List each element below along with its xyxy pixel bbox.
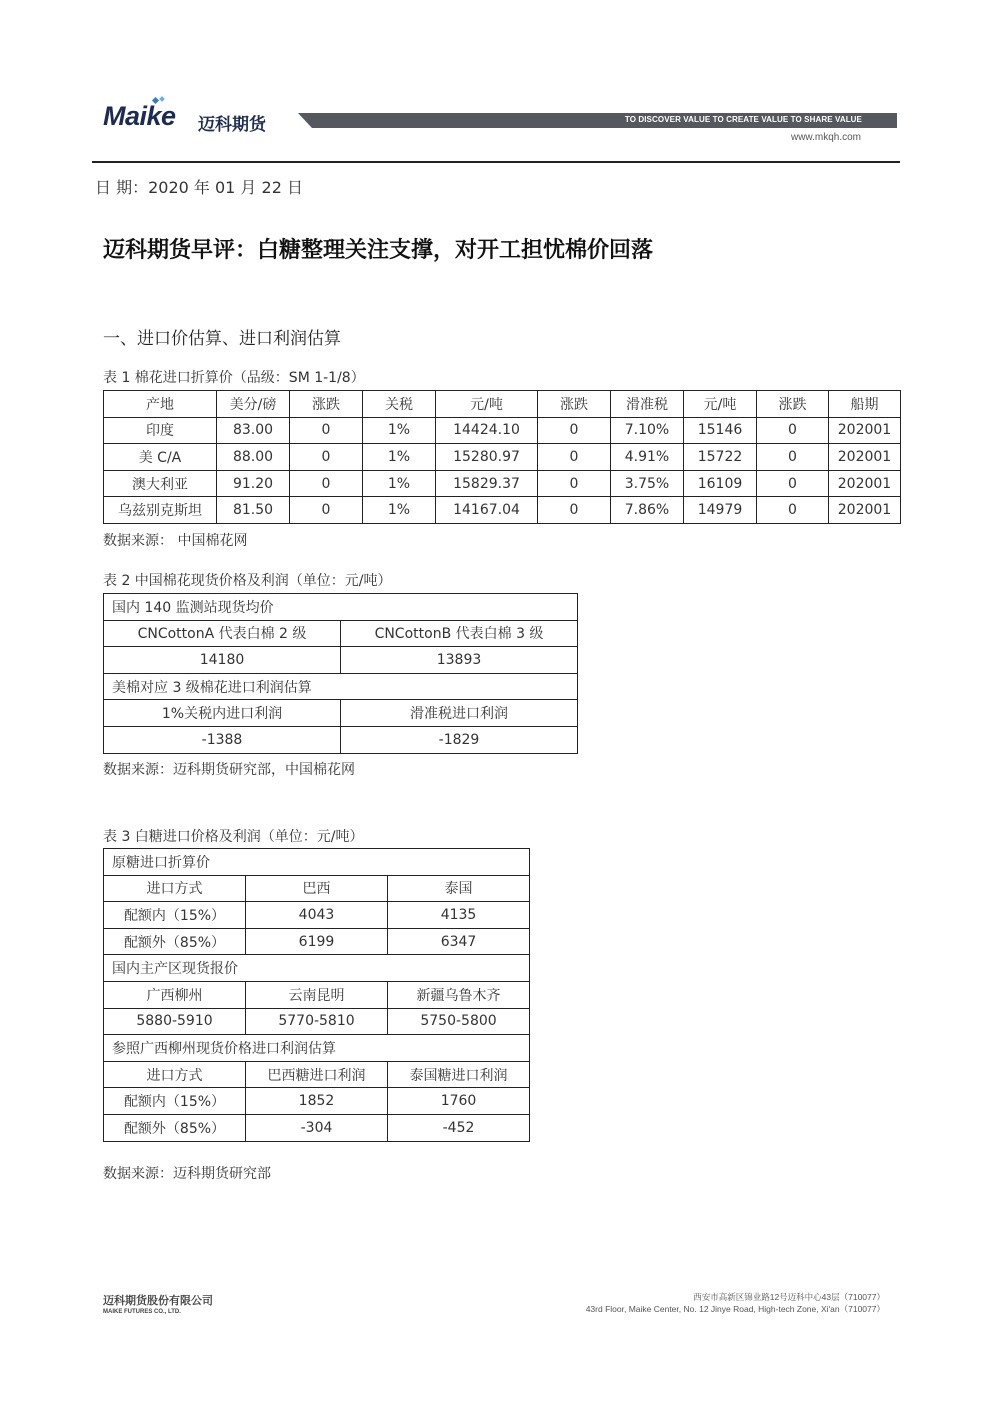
table1-source: 数据来源： 中国棉花网	[103, 533, 248, 549]
website-url: www.mkqh.com	[790, 132, 861, 143]
table-cell: -1829	[341, 726, 578, 753]
header-cell: 泰国糖进口利润	[388, 1061, 530, 1088]
table-cell: 澳大利亚	[104, 470, 217, 497]
table-row	[104, 928, 530, 955]
header-cell: CNCottonB 代表白棉 3 级	[341, 620, 578, 647]
table-cell: 4135	[388, 902, 530, 929]
table3-caption: 表 3 白糖进口价格及利润（单位：元/吨）	[103, 829, 364, 845]
table-cell: 配额内（15%）	[104, 1088, 246, 1115]
sugar-import-price-table	[103, 848, 530, 1142]
header-cell: 元/吨	[684, 391, 757, 418]
table2-source: 数据来源：迈科期货研究部，中国棉花网	[103, 762, 355, 778]
table-cell: -1388	[104, 726, 341, 753]
table2-caption: 表 2 中国棉花现货价格及利润（单位：元/吨）	[103, 573, 392, 589]
table-cell: 202001	[829, 497, 901, 524]
table-cell: 0	[757, 417, 829, 444]
table-cell: 15722	[684, 444, 757, 471]
table-cell: 乌兹别克斯坦	[104, 497, 217, 524]
table-cell: 3.75%	[611, 470, 684, 497]
table-cell: 0	[757, 470, 829, 497]
table-cell: 81.50	[217, 497, 290, 524]
table-cell: 0	[757, 444, 829, 471]
cotton-spot-profit-table	[103, 593, 578, 754]
table-cell: 6199	[246, 928, 388, 955]
table-cell: 配额外（85%）	[104, 1114, 246, 1141]
table-cell: 0	[538, 470, 611, 497]
table-cell: 1852	[246, 1088, 388, 1115]
table-cell: 14424.10	[436, 417, 538, 444]
table-cell: 配额内（15%）	[104, 902, 246, 929]
table-cell: 1%	[363, 497, 436, 524]
table-row	[104, 726, 578, 753]
header-cell: 1%关税内进口利润	[104, 700, 341, 727]
section-heading: 一、进口价估算、进口利润估算	[103, 329, 341, 349]
header-cell: 产地	[104, 391, 217, 418]
logo-chinese-name: 迈科期货	[198, 115, 266, 135]
table-cell: 91.20	[217, 470, 290, 497]
table-cell: 1%	[363, 417, 436, 444]
table-cell: 15146	[684, 417, 757, 444]
table-cell: -452	[388, 1114, 530, 1141]
table-header-row	[104, 700, 578, 727]
header-cell: 滑准税进口利润	[341, 700, 578, 727]
header-cell: 广西柳州	[104, 981, 246, 1008]
table-cell: 202001	[829, 417, 901, 444]
table-row	[104, 902, 530, 929]
footer-company	[103, 1292, 213, 1315]
table-row	[104, 470, 901, 497]
section-title-cell: 国内主产区现货报价	[104, 955, 530, 982]
company-logo	[103, 103, 283, 135]
header-cell: 美分/磅	[217, 391, 290, 418]
footer-company-cn: 迈科期货股份有限公司	[103, 1294, 213, 1307]
table1-caption: 表 1 棉花进口折算价（品级：SM 1-1/8）	[103, 370, 365, 386]
table-cell: 4043	[246, 902, 388, 929]
table-cell: 14167.04	[436, 497, 538, 524]
table-cell: 1%	[363, 470, 436, 497]
table-cell: 0	[538, 497, 611, 524]
table-cell: 202001	[829, 444, 901, 471]
report-date: 日 期：2020 年 01 月 22 日	[95, 178, 303, 197]
table-section-row	[104, 849, 530, 876]
table-cell: 0	[538, 444, 611, 471]
header-cell: 涨跌	[757, 391, 829, 418]
table-cell: 14180	[104, 647, 341, 674]
header-cell: 关税	[363, 391, 436, 418]
table-cell: 0	[757, 497, 829, 524]
footer-company-en: MAIKE FUTURES CO., LTD.	[103, 1309, 181, 1315]
table-cell: 88.00	[217, 444, 290, 471]
header-cell: 船期	[829, 391, 901, 418]
table-cell: 202001	[829, 470, 901, 497]
table-cell: 83.00	[217, 417, 290, 444]
table-cell: 配额外（85%）	[104, 928, 246, 955]
table-row	[104, 647, 578, 674]
section-title-cell: 参照广西柳州现货价格进口利润估算	[104, 1035, 530, 1062]
table-row	[104, 1088, 530, 1115]
header-cell: 进口方式	[104, 1061, 246, 1088]
table-header-row	[104, 875, 530, 902]
header-cell: 新疆乌鲁木齐	[388, 981, 530, 1008]
table-cell: 0	[290, 497, 363, 524]
header-divider	[92, 161, 900, 163]
header-cell: 进口方式	[104, 875, 246, 902]
table-cell: 1%	[363, 444, 436, 471]
table-cell: 4.91%	[611, 444, 684, 471]
table-cell: 15829.37	[436, 470, 538, 497]
table-cell: 5880-5910	[104, 1008, 246, 1035]
table-row	[104, 497, 901, 524]
table-cell: 0	[290, 417, 363, 444]
table-cell: 15280.97	[436, 444, 538, 471]
table-header-row	[104, 1061, 530, 1088]
table-cell: 美 C/A	[104, 444, 217, 471]
table-cell: 0	[290, 470, 363, 497]
table-row	[104, 1008, 530, 1035]
footer-address-en: 43rd Floor, Maike Center, No. 12 Jinye Road, High-tech Zone, Xi'an（710077）	[585, 1304, 885, 1314]
cotton-import-price-table	[103, 390, 901, 524]
header-cell: 巴西糖进口利润	[246, 1061, 388, 1088]
section-title-cell: 国内 140 监测站现货均价	[104, 594, 578, 621]
logo-wordmark: Maike	[103, 101, 176, 131]
table-header-row	[104, 391, 901, 418]
header-cell: 云南昆明	[246, 981, 388, 1008]
header-cell: 巴西	[246, 875, 388, 902]
table-cell: 7.86%	[611, 497, 684, 524]
header-cell: 涨跌	[538, 391, 611, 418]
section-title-cell: 原糖进口折算价	[104, 849, 530, 876]
table-row	[104, 444, 901, 471]
table-cell: 6347	[388, 928, 530, 955]
table-section-row	[104, 1035, 530, 1062]
header-cell: 元/吨	[436, 391, 538, 418]
header-cell: 滑准税	[611, 391, 684, 418]
table-row	[104, 1114, 530, 1141]
header-cell: 涨跌	[290, 391, 363, 418]
table-cell: 0	[538, 417, 611, 444]
table-section-row	[104, 594, 578, 621]
table-cell: -304	[246, 1114, 388, 1141]
table-cell: 印度	[104, 417, 217, 444]
footer-address	[586, 1291, 885, 1315]
table-section-row	[104, 955, 530, 982]
table-cell: 0	[290, 444, 363, 471]
table-cell: 5750-5800	[388, 1008, 530, 1035]
table3-source: 数据来源：迈科期货研究部	[103, 1166, 271, 1182]
table-cell: 16109	[684, 470, 757, 497]
table-row	[104, 417, 901, 444]
section-title-cell: 美棉对应 3 级棉花进口利润估算	[104, 673, 578, 700]
table-cell: 14979	[684, 497, 757, 524]
table-cell: 13893	[341, 647, 578, 674]
table-header-row	[104, 981, 530, 1008]
header-cell: CNCottonA 代表白棉 2 级	[104, 620, 341, 647]
table-cell: 1760	[388, 1088, 530, 1115]
table-section-row	[104, 673, 578, 700]
table-cell: 7.10%	[611, 417, 684, 444]
header-cell: 泰国	[388, 875, 530, 902]
slogan-text: TO DISCOVER VALUE TO CREATE VALUE TO SHARE VALUE	[624, 115, 862, 124]
footer-address-cn: 西安市高新区锦业路12号迈科中心43层（710077）	[693, 1292, 885, 1302]
page-title: 迈科期货早评：白糖整理关注支撑，对开工担忧棉价回落	[103, 238, 654, 263]
table-cell: 5770-5810	[246, 1008, 388, 1035]
table-header-row	[104, 620, 578, 647]
